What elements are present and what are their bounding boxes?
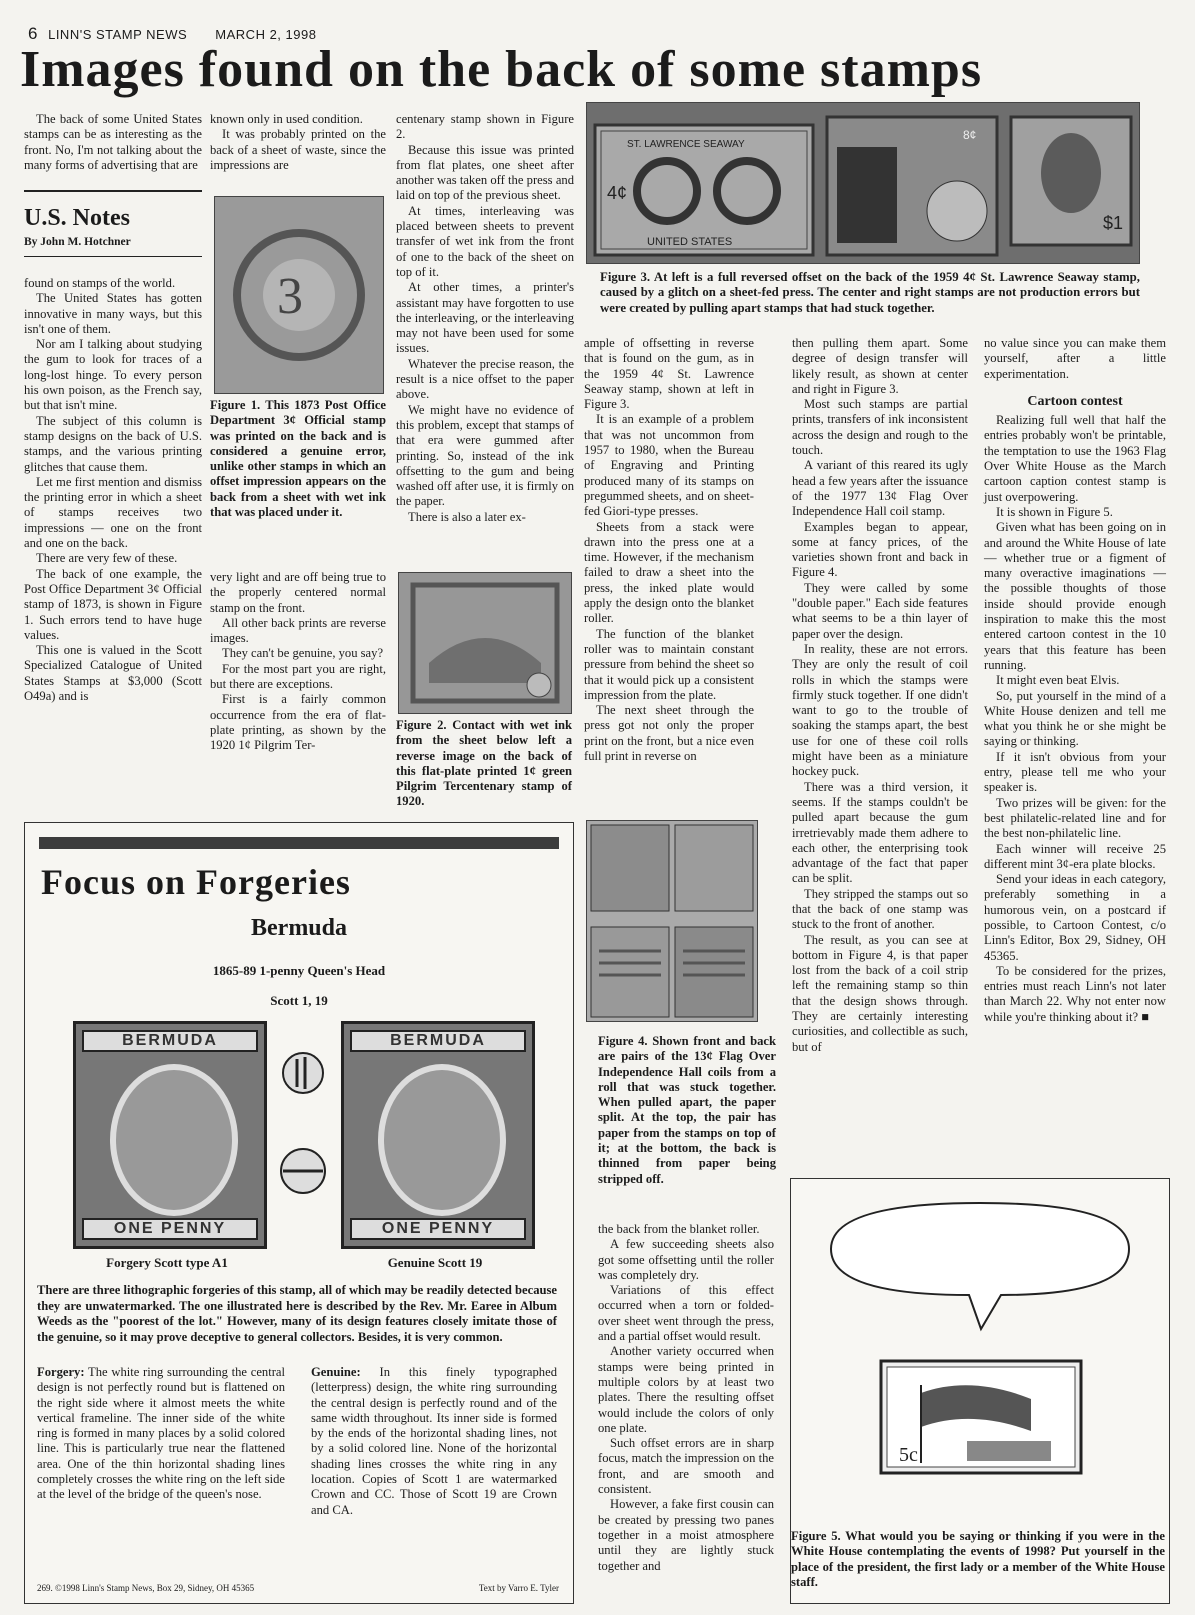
section-rule	[24, 190, 202, 192]
paragraph: centenary stamp shown in Figure 2.	[396, 112, 574, 142]
paragraph: Each winner will receive 25 different mint 3¢-era plate blocks.	[984, 841, 1166, 871]
figure-4-image	[586, 820, 758, 1022]
paragraph: All other back prints are reverse images.	[210, 615, 386, 646]
paragraph: Variations of this effect occurred when a torn or folded-over sheet went through the press, and a partial offset would result.	[598, 1283, 774, 1344]
paragraph: ample of offsetting in reverse that is found on the gum, as in the 1959 4¢ St. Lawrence Seaway stamp, shown at left in Figure 3.	[584, 336, 754, 412]
paragraph: There is also a later ex-	[408, 509, 526, 524]
paragraph: Nor am I talking about studying the gum to look for traces of a long-lost hinge. To every person his own poison, as the French say, but that isn't mine.	[24, 337, 202, 413]
focus-country: Bermuda	[251, 915, 347, 941]
figure-2-stamp-illustration	[399, 573, 571, 713]
paragraph: They can't be genuine, you say?	[222, 646, 384, 661]
paragraph: then pulling them apart. Some degree of design transfer will likely result, as shown at center and right in Figure 3.	[792, 336, 968, 396]
paragraph: However, a fake first cousin can be created by pressing two panes together in a moist atmosphere until they are lightly stuck together and	[598, 1497, 774, 1573]
focus-on-forgeries-box	[24, 822, 574, 1604]
paper-name: LINN'S STAMP NEWS	[48, 27, 188, 42]
paragraph: We might have no evidence of this problem, except that stamps of that era were gummed after printing. So, instead of the ink offsetting to the gum and being washed off after use, it is firmly on the paper.	[396, 402, 574, 509]
paragraph: It is an example of a problem that was not uncommon from 1957 to 1980, when the Bureau of Engraving and Printing produced many of its stamps on pregummed sheets, and on sheet-fed Giori-type presses.	[584, 412, 754, 519]
page-number: 6	[28, 24, 38, 43]
column-4-top	[584, 336, 754, 764]
figure-1-image	[214, 196, 384, 394]
paragraph: At other times, a printer's assistant may have forgotten to use the interleaving, or the interleaving may not have been used for some issues.	[396, 280, 574, 356]
figure-5-caption: Figure 5. What would you be saying or thinking if you were in the White House contemplating the events of 1998? Put yourself in the place of the president, the first lady or a member of the White House staff.	[791, 1529, 1165, 1589]
paragraph: Given what has been going on in and around the White House of late — whether true or a figment of many overactive imaginations — the possible thoughts of those inside should provide enough inspiration to make this the most entered cartoon contest in the 10 years that this feature has been running.	[984, 520, 1166, 672]
column-2-top	[210, 112, 386, 173]
stamp-bottom-label: ONE PENNY	[350, 1218, 526, 1240]
focus-banner-bar	[39, 837, 559, 849]
paragraph: For the most part you are right, but there are exceptions.	[210, 661, 386, 692]
paragraph: The back of one example, the Post Office Department 3¢ Official stamp of 1873, is shown in Figure 1. Such errors tend to have huge values.	[24, 566, 202, 642]
figure-3-image	[586, 102, 1140, 264]
paragraph: There are very few of these.	[36, 551, 178, 566]
genuine-description-label: Genuine:	[311, 1365, 361, 1379]
forgery-description-label: Forgery:	[37, 1365, 85, 1379]
paragraph: A variant of this reared its ugly head a few years after the issuance of the 1977 13¢ Flag Over Independence Hall coil stamp.	[792, 458, 968, 519]
figure-2-caption: Figure 2. Contact with wet ink from the sheet below left a reverse image on the back of this flat-plate printed 1¢ green Pilgrim Tercentenary stamp of 1920.	[396, 718, 572, 809]
detail-magnifier-circles	[273, 1049, 333, 1199]
paragraph: the back from the blanket roller.	[598, 1222, 760, 1236]
genuine-description	[311, 1365, 557, 1518]
figure-3-caption: Figure 3. At left is a full reversed offset on the back of the 1959 4¢ St. Lawrence Seaway stamp, caused by a glitch on a sheet-fed press. The center and right stamps are not production errors but were created by pulling apart stamps that had stuck together.	[600, 270, 1140, 315]
column-1-body	[24, 276, 202, 704]
focus-title: Focus on Forgeries	[41, 862, 351, 902]
forgery-label: Forgery Scott type A1	[106, 1255, 228, 1270]
paragraph: This one is valued in the Scott Specialized Catalogue of United States Stamps at $3,000 (Scott O49a) and is	[24, 643, 202, 704]
focus-footer-credit: 269. ©1998 Linn's Stamp News, Box 29, Sidney, OH 45365	[37, 1583, 255, 1593]
figure-2-image	[398, 572, 572, 714]
paragraph: It was probably printed on the back of a sheet of waste, since the impressions are	[210, 127, 386, 172]
paragraph: Because this issue was printed from flat plates, one sheet after another was taken off the press and laid on top of the previous sheet.	[396, 142, 574, 203]
stamp-top-label: BERMUDA	[350, 1030, 526, 1052]
paragraph: First is a fairly common occurrence from the era of flat-plate printing, as shown by the 1920 1¢ Pilgrim Ter-	[210, 692, 386, 753]
paragraph: It is shown in Figure 5.	[996, 504, 1113, 519]
forgery-description	[37, 1365, 285, 1503]
queen-head-oval	[378, 1064, 506, 1216]
figure-5-stamp-value: 5c	[899, 1444, 918, 1466]
paragraph: They were called by some "double paper." Each side features what seems to be a thin layer of paper over the design.	[792, 580, 968, 641]
column-3-top	[396, 112, 574, 525]
issue-date: MARCH 2, 1998	[215, 27, 317, 42]
byline-rule	[24, 256, 202, 257]
fig3-left-top: ST. LAWRENCE SEAWAY	[627, 139, 745, 150]
paragraph: Let me first mention and dismiss the printing error in which a sheet of stamps receives two impressions — one on the front and one on the back.	[24, 474, 202, 551]
paragraph: The function of the blanket roller was to maintain constant pressure from behind the sheet so that it would pick up a consistent impression from the plate.	[584, 626, 754, 702]
genuine-stamp-image	[341, 1021, 535, 1249]
byline: By John M. Hotchner	[24, 236, 131, 248]
figure-1-stamp-illustration	[215, 197, 383, 393]
column-1-intro	[24, 112, 202, 173]
paragraph: To be considered for the prizes, entries must reach Linn's not later than March 22. Why not enter now while you're thinking about it? ■	[984, 963, 1166, 1024]
svg-text:3: 3	[277, 268, 303, 325]
figure-4-coils-illustration	[587, 821, 757, 1021]
genuine-label: Genuine Scott 19	[387, 1255, 483, 1270]
column-5	[792, 336, 968, 1055]
paragraph: There was a third version, it seems. If the stamps couldn't be pulled apart because the gum irretrievably made them adhere to each other, the enterprising took advantage of the fact that paper can be split.	[792, 779, 968, 886]
headline: Images found on the back of some stamps	[20, 41, 983, 98]
forgery-description-text: The white ring surrounding the central design is not perfectly round but is flattened on the right side where it almost meets the white vertical frameline. The inner side of the white ring is formed in many places by a solid colored line. This is particularly true near the flattened area. One of the thin horizontal shading lines completely crosses the white ring on the left side at the level of the bridge of the queen's nose.	[37, 1365, 285, 1502]
focus-footer-author: Text by Varro E. Tyler	[478, 1583, 559, 1593]
stamp-bottom-label: ONE PENNY	[82, 1218, 258, 1240]
figure-4-caption: Figure 4. Shown front and back are pairs of the 13¢ Flag Over Independence Hall coils from a roll that was stuck together. When pulled apart, the paper split. At the top, the pair has paper from the stamps on top of it; at the bottom, the back is thinned from paper being stripped off.	[598, 1034, 776, 1186]
column-6	[984, 336, 1166, 1025]
fig3-left-value: 4¢	[607, 183, 628, 203]
paragraph: In reality, these are not errors. They are only the result of coil rolls in which the stamps were firmly stuck together. If one didn't want to go to the trouble of soaking the stamps apart, the best use for one of these coil rolls might have been as a miniature hockey puck.	[792, 641, 968, 779]
paragraph: The subject of this column is stamp designs on the back of U.S. stamps, and the various printing glitches that cause them.	[24, 413, 202, 474]
fig3-center-value: 8¢	[963, 128, 977, 142]
figure-3-stamps-illustration	[587, 103, 1139, 263]
figure-5-box	[790, 1178, 1170, 1604]
paragraph: very light and are off being true to the properly centered normal stamp on the front.	[210, 570, 386, 615]
paragraph: The next sheet through the press got not only the proper print on the front, but a nice even full print in reverse on	[584, 703, 754, 764]
fig3-right-value: $1	[1103, 213, 1124, 233]
section-title: U.S. Notes	[24, 205, 130, 231]
forgery-stamp-image	[73, 1021, 267, 1249]
column-2-bottom	[210, 570, 386, 754]
paragraph: They stripped the stamps out so that the back of one stamp was stuck to the front of another.	[792, 886, 968, 932]
fig3-left-bottom: UNITED STATES	[647, 236, 733, 248]
paragraph: no value since you can make them yourself, after a little experimentation.	[984, 336, 1166, 381]
paragraph: Examples began to appear, some at fancy prices, of the varieties shown front and back in Figure 4.	[792, 519, 968, 580]
paragraph: Another variety occurred when stamps were being printed in multiple colors by at least two plates. There the resulting offset would include the colors of only one plate.	[598, 1344, 774, 1435]
paragraph: Whatever the precise reason, the result is a nice offset to the paper above.	[396, 356, 574, 402]
paragraph: The United States has gotten innovative in many ways, but this isn't one of them.	[24, 291, 202, 336]
genuine-description-text: In this finely typographed (letterpress) design, the white ring surrounding the central design is perfectly round and of the same width throughout. Its inner side is formed by the ends of the horizontal shading lines, not by a solid colored line. None of the horizontal shading lines crosses the white ring in any location. Copies of Scott 1 are watermarked Crown and CC. Those of Scott 19 are Crown and CA.	[311, 1365, 557, 1517]
paragraph: At times, interleaving was placed between sheets to prevent transfer of wet ink from the front of one to the back of the sheet on top of it.	[396, 203, 574, 279]
paragraph: Sheets from a stack were drawn into the press one at a time. However, if the mechanism failed to draw a sheet into the press, the inked plate would apply the design onto the blanket roller.	[584, 519, 754, 626]
paragraph: So, put yourself in the mind of a White House denizen and tell me what you think he or she might be saying or thinking.	[984, 688, 1166, 749]
paragraph: Two prizes will be given: for the best philatelic-related line and for the best non-philatelic line.	[984, 795, 1166, 841]
paragraph: Realizing full well that half the entries probably won't be printable, the temptation to use the 1963 Flag Over White House as the March cartoon caption contest stamp is just overpowering.	[984, 413, 1166, 504]
paragraph: Send your ideas in each category, preferably something in a humorous vein, on a postcard if possible, to Cartoon Contest, c/o Linn's Editor, Box 29, Sidney, OH 45365.	[984, 872, 1166, 963]
focus-issue: 1865-89 1-penny Queen's Head	[212, 963, 386, 978]
paragraph: Such offset errors are in sharp focus, match the impression on the front, and are smooth and consistent.	[598, 1436, 774, 1497]
paragraph: found on stamps of the world.	[24, 276, 176, 290]
forgery-intro: There are three lithographic forgeries of this stamp, all of which may be readily detected because they are unwatermarked. The one illustrated here is described by the Rev. Mr. Earee in Album Weeds as the "poorest of the lot." However, many of its design features closely imitate those of the genuine, so it may prove deceptive to general collectors. Besides, it is very common.	[37, 1283, 557, 1344]
figure-1-caption: Figure 1. This 1873 Post Office Department 3¢ Official stamp was printed on the back and is considered a genuine error, unlike other stamps in which an offset impression appears on the back from a sheet with wet ink that was placed under it.	[210, 398, 386, 520]
paragraph: Most such stamps are partial prints, transfers of ink inconsistent across the design and rough to the touch.	[792, 397, 968, 458]
column-4-bottom	[598, 1222, 774, 1574]
paragraph: A few succeeding sheets also got some offsetting until the roller was completely dry.	[598, 1237, 774, 1282]
stamp-top-label: BERMUDA	[82, 1030, 258, 1052]
queen-head-oval	[110, 1064, 238, 1216]
paragraph: known only in used condition.	[210, 112, 363, 126]
paragraph: The result, as you can see at bottom in Figure 4, is that paper lost from the back of a coil strip left the remaining stamp so thin that the design shows through. They are certainly interesting curiosities, and collectible as such, but of	[792, 932, 968, 1054]
intro-paragraph: The back of some United States stamps can be as interesting as the front. No, I'm not talking about the many forms of advertising that are	[24, 112, 202, 172]
paragraph: If it isn't obvious from your entry, please tell me who your speaker is.	[984, 749, 1166, 795]
paragraph: It might even beat Elvis.	[996, 673, 1120, 688]
figure-5-cartoon-illustration	[791, 1179, 1169, 1479]
focus-scott: Scott 1, 19	[270, 993, 328, 1008]
cartoon-contest-heading: Cartoon contest	[1027, 393, 1123, 409]
